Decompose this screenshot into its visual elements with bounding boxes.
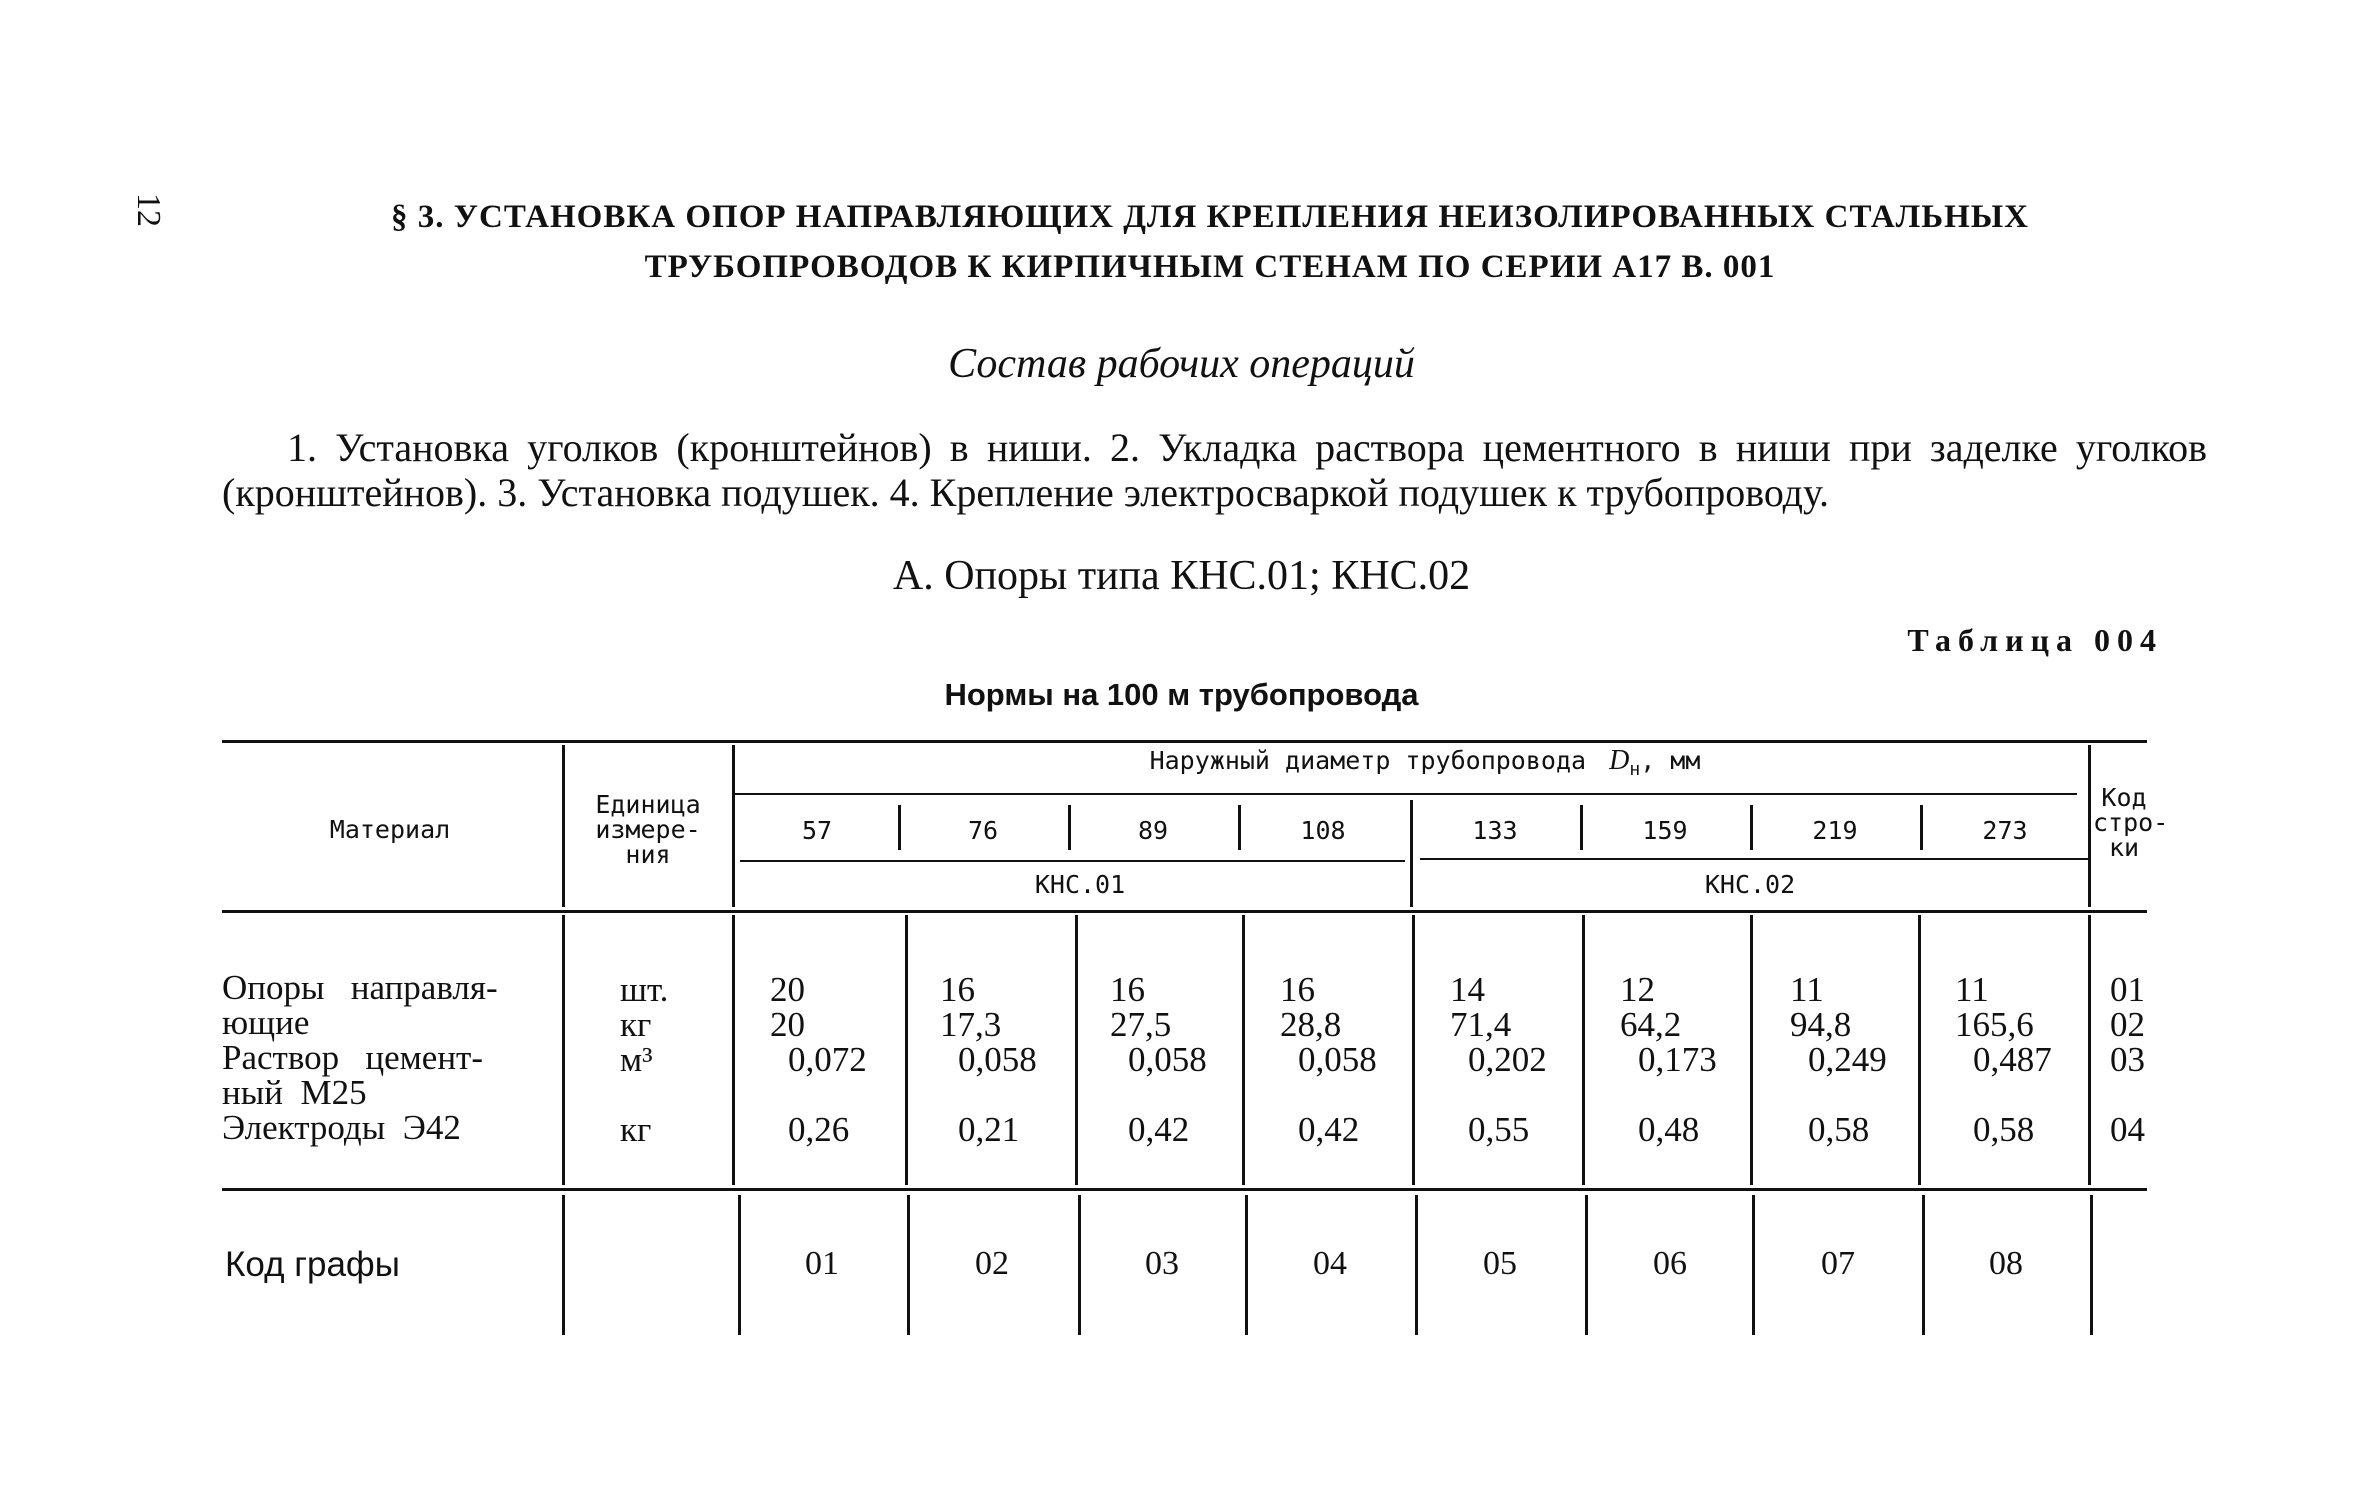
group-label-1: КНС.01 [1034,870,1126,899]
operations-paragraph: 1. Установка уголков (кронштейнов) в ниши. 2. Укладка раствора цементного в ниши при заделке уголков (кронштейнов). 3. Установка подушек. 4. Крепление электросваркой подушек к трубопроводу. [222,425,2207,515]
diameter-133: 133 [1472,816,1518,845]
group-line-2 [1420,858,2088,860]
unit-cell: шт. [620,970,669,1009]
material-mortar-line-2: ный М25 [222,1073,367,1112]
value-cell: 20 [770,1005,805,1044]
header-bottom-rule [222,910,2147,913]
heading-line-2: ТРУБОПРОВОДОВ К КИРПИЧНЫМ СТЕНАМ ПО СЕРИИ А17 В. 001 [644,249,1776,285]
body-sep-5 [1582,915,1585,1185]
col-line-code-body [2088,915,2091,1185]
group-label-2: КНС.02 [1704,870,1796,899]
value-cell: 0,58 [1973,1110,2035,1149]
diameter-219: 219 [1812,816,1858,845]
code-line-05 [1415,1195,1418,1335]
value-cell: 28,8 [1280,1005,1342,1044]
column-code-06: 06 [1653,1245,1687,1282]
code-line-01 [738,1195,741,1335]
material-electrodes-line-1: Электроды Э42 [222,1108,461,1147]
column-code-07: 07 [1821,1245,1855,1282]
row-code-cell: 01 [2110,970,2145,1009]
header-code-line-3: ки [2108,833,2140,862]
header-diameter [1000,745,1850,782]
value-cell: 0,173 [1638,1040,1717,1079]
diameter-57: 57 [801,816,833,845]
table-top-rule [222,740,2147,743]
col-line-unit [562,745,565,907]
page-number: 12 [130,193,167,227]
column-code-01: 01 [805,1245,839,1282]
material-guides [222,970,542,1040]
value-cell: 27,5 [1110,1005,1172,1044]
value-cell: 16 [1280,970,1315,1009]
unit-cell: кг [620,1110,652,1149]
diam-sep-2 [1068,805,1071,850]
header-material: Материал [329,815,451,844]
code-line-03 [1078,1195,1081,1335]
material-mortar [222,1040,542,1110]
code-line-06 [1585,1195,1588,1335]
diam-sep-7 [1920,805,1923,850]
column-code-04: 04 [1313,1245,1347,1282]
body-sep-6 [1750,915,1753,1185]
diam-sep-1 [898,805,901,850]
value-cell: 14 [1450,970,1485,1009]
material-guides-line-2: ющие [222,1003,310,1042]
value-cell: 0,55 [1468,1110,1530,1149]
body-bottom-rule [222,1188,2147,1191]
diam-sep-3 [1238,805,1241,850]
value-cell: 16 [940,970,975,1009]
header-unit [568,792,728,867]
value-cell: 0,42 [1298,1110,1360,1149]
heading-line-1: § 3. УСТАНОВКА ОПОР НАПРАВЛЯЮЩИХ ДЛЯ КРЕПЛЕНИЯ НЕИЗОЛИРОВАННЫХ СТАЛЬНЫХ [391,199,2029,235]
column-code-label: Код графы [225,1245,400,1284]
value-cell: 71,4 [1450,1005,1512,1044]
code-line-04 [1245,1195,1248,1335]
value-cell: 0,058 [1298,1040,1377,1079]
diameter-subscript: н [1629,759,1641,780]
value-cell: 11 [1790,970,1824,1009]
row-code-cell: 02 [2110,1005,2145,1044]
header-diameter-text: Наружный диаметр трубопровода [1149,746,1587,775]
header-unit-line-3: ния [625,840,671,869]
body-sep-1 [905,915,908,1185]
code-line-07 [1752,1195,1755,1335]
material-guides-line-1: Опоры направля- [222,968,498,1007]
col-line-unit-body [562,915,565,1185]
section-heading [250,192,2170,292]
col-line-values-body [732,915,735,1185]
value-cell: 165,6 [1955,1005,2034,1044]
code-line-02 [907,1195,910,1335]
value-cell: 0,42 [1128,1110,1190,1149]
value-cell: 17,3 [940,1005,1002,1044]
section-title: А. Опоры типа КНС.01; КНС.02 [892,553,1471,599]
body-sep-2 [1075,915,1078,1185]
value-cell: 0,48 [1638,1110,1700,1149]
column-code-02: 02 [975,1245,1009,1282]
row-code-cell: 03 [2110,1040,2145,1079]
code-line-08 [1922,1195,1925,1335]
material-electrodes [222,1110,542,1145]
diameter-symbol: D [1609,745,1630,776]
value-cell: 0,58 [1808,1110,1870,1149]
diam-sep-5 [1580,805,1583,850]
header-code [2093,783,2169,862]
diameter-273: 273 [1982,816,2028,845]
value-cell: 16 [1110,970,1145,1009]
diameter-unit: , мм [1640,746,1701,775]
diameter-underline [732,793,2077,795]
header-unit-line-2: измере- [595,815,701,844]
body-sep-7 [1918,915,1921,1185]
unit-cell: кг [620,1005,652,1044]
value-cell: 0,058 [958,1040,1037,1079]
material-mortar-line-1: Раствор цемент- [222,1038,483,1077]
value-cell: 0,249 [1808,1040,1887,1079]
group-divider [1410,800,1413,907]
header-code-line-1: Код [2101,783,2147,812]
table-caption: Нормы на 100 м трубопровода [944,677,1419,712]
value-cell: 0,072 [788,1040,867,1079]
value-cell: 20 [770,970,805,1009]
unit-cell: м³ [620,1040,653,1079]
column-code-05: 05 [1483,1245,1517,1282]
header-unit-line-1: Единица [595,790,701,819]
value-cell: 64,2 [1620,1005,1682,1044]
value-cell: 12 [1620,970,1655,1009]
diam-sep-6 [1750,805,1753,850]
value-cell: 0,058 [1128,1040,1207,1079]
column-code-03: 03 [1145,1245,1179,1282]
row-code-cell: 04 [2110,1110,2145,1149]
value-cell: 11 [1955,970,1989,1009]
value-cell: 0,487 [1973,1040,2052,1079]
value-cell: 94,8 [1790,1005,1852,1044]
table-label: Таблица 004 [1907,622,2163,658]
subtitle: Состав рабочих операций [948,341,1415,387]
diameter-108: 108 [1300,816,1346,845]
code-line-end [2090,1195,2093,1335]
col-line-code [2088,745,2091,907]
group-line-1 [740,860,1405,862]
body-sep-3 [1242,915,1245,1185]
column-code-08: 08 [1989,1245,2023,1282]
code-line-unit [562,1195,565,1335]
diameter-76: 76 [967,816,999,845]
value-cell: 0,21 [958,1110,1020,1149]
diameter-159: 159 [1642,816,1688,845]
value-cell: 0,202 [1468,1040,1547,1079]
value-cell: 0,26 [788,1110,850,1149]
col-line-values [732,745,735,907]
body-sep-4 [1412,915,1415,1185]
header-code-line-2: стро- [2093,808,2169,837]
diameter-89: 89 [1137,816,1169,845]
